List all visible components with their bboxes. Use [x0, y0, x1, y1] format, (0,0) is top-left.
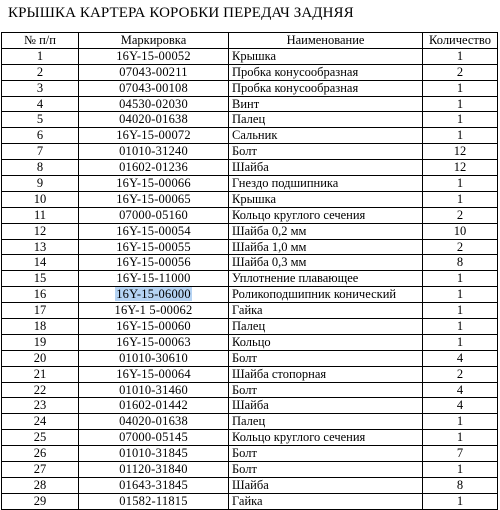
row-quantity: 1: [423, 128, 498, 144]
row-name: Шайба: [229, 160, 423, 176]
row-name: Кольцо круглого сечения: [229, 430, 423, 446]
row-number: 28: [2, 477, 79, 493]
row-quantity: 1: [423, 334, 498, 350]
table-row: [2, 48, 498, 64]
row-number: 4: [2, 96, 79, 112]
row-number: 18: [2, 319, 79, 335]
row-number: 14: [2, 255, 79, 271]
row-quantity: 2: [423, 64, 498, 80]
row-name: Уплотнение плавающее: [229, 271, 423, 287]
row-marking: 16Y-15-00052: [79, 48, 229, 64]
row-marking: 07000-05145: [79, 430, 229, 446]
row-number: 25: [2, 430, 79, 446]
row-number: 9: [2, 176, 79, 192]
table-row: [2, 366, 498, 382]
document-title: КРЫШКА КАРТЕРА КОРОБКИ ПЕРЕДАЧ ЗАДНЯЯ: [8, 5, 354, 21]
row-name: Гайка: [229, 493, 423, 509]
table-row: [2, 493, 498, 509]
row-number: 27: [2, 462, 79, 478]
row-marking: 16Y-15-00056: [79, 255, 229, 271]
table-row: [2, 255, 498, 271]
header-quantity: Количество: [423, 33, 498, 49]
header-marking: Маркировка: [79, 33, 229, 49]
row-quantity: 2: [423, 366, 498, 382]
header-number: № п/п: [2, 33, 79, 49]
row-name: Палец: [229, 414, 423, 430]
row-quantity: 8: [423, 255, 498, 271]
parts-table-header: [2, 33, 498, 49]
row-name: Крышка: [229, 191, 423, 207]
table-row: [2, 287, 498, 303]
table-row: [2, 239, 498, 255]
row-name: Шайба 0,3 мм: [229, 255, 423, 271]
parts-table-body: [2, 48, 498, 509]
row-quantity: 4: [423, 350, 498, 366]
row-marking: 01010-31240: [79, 144, 229, 160]
row-number: 13: [2, 239, 79, 255]
row-number: 7: [2, 144, 79, 160]
row-quantity: 10: [423, 223, 498, 239]
table-row: [2, 446, 498, 462]
row-quantity: 1: [423, 96, 498, 112]
row-name: Гайка: [229, 303, 423, 319]
row-marking: 16Y-15-00063: [79, 334, 229, 350]
table-row: [2, 334, 498, 350]
row-marking: 01010-30610: [79, 350, 229, 366]
row-marking: 16Y-15-00072: [79, 128, 229, 144]
row-quantity: 1: [423, 176, 498, 192]
row-marking: 01120-31840: [79, 462, 229, 478]
row-name: Кольцо круглого сечения: [229, 207, 423, 223]
row-number: 23: [2, 398, 79, 414]
row-name: Болт: [229, 144, 423, 160]
table-row: [2, 414, 498, 430]
row-name: Крышка: [229, 48, 423, 64]
row-marking: 04020-01638: [79, 112, 229, 128]
row-quantity: 1: [423, 493, 498, 509]
row-quantity: 1: [423, 287, 498, 303]
row-quantity: 1: [423, 112, 498, 128]
row-number: 15: [2, 271, 79, 287]
row-number: 19: [2, 334, 79, 350]
row-marking: [79, 287, 229, 303]
row-number: 10: [2, 191, 79, 207]
row-name: Болт: [229, 446, 423, 462]
row-name: Пробка конусообразная: [229, 80, 423, 96]
table-row: [2, 80, 498, 96]
row-name: Шайба 1,0 мм: [229, 239, 423, 255]
row-quantity: 1: [423, 462, 498, 478]
table-row: [2, 191, 498, 207]
table-row: [2, 477, 498, 493]
row-quantity: 1: [423, 414, 498, 430]
row-quantity: 4: [423, 382, 498, 398]
row-quantity: 7: [423, 446, 498, 462]
row-marking: 16Y-1 5-00062: [79, 303, 229, 319]
row-quantity: 4: [423, 398, 498, 414]
row-quantity: 1: [423, 430, 498, 446]
table-row: [2, 350, 498, 366]
row-name: Болт: [229, 382, 423, 398]
row-marking: 16Y-15-11000: [79, 271, 229, 287]
row-marking: 04530-02030: [79, 96, 229, 112]
row-marking: 16Y-15-00065: [79, 191, 229, 207]
row-name: Болт: [229, 350, 423, 366]
row-marking: 16Y-15-00066: [79, 176, 229, 192]
row-number: 6: [2, 128, 79, 144]
row-quantity: 12: [423, 144, 498, 160]
row-number: 2: [2, 64, 79, 80]
table-row: [2, 112, 498, 128]
table-row: [2, 398, 498, 414]
row-quantity: 1: [423, 271, 498, 287]
table-row: [2, 96, 498, 112]
row-name: Пробка конусообразная: [229, 64, 423, 80]
row-number: 5: [2, 112, 79, 128]
row-name: Гнездо подшипника: [229, 176, 423, 192]
row-number: 24: [2, 414, 79, 430]
row-number: 11: [2, 207, 79, 223]
row-quantity: 12: [423, 160, 498, 176]
row-quantity: 1: [423, 319, 498, 335]
row-number: 29: [2, 493, 79, 509]
row-quantity: 8: [423, 477, 498, 493]
row-number: 3: [2, 80, 79, 96]
row-marking: 04020-01638: [79, 414, 229, 430]
table-row: [2, 160, 498, 176]
table-row: [2, 303, 498, 319]
table-row: [2, 176, 498, 192]
row-marking: 01602-01236: [79, 160, 229, 176]
row-name: Шайба стопорная: [229, 366, 423, 382]
row-name: Болт: [229, 462, 423, 478]
row-name: Роликоподшипник конический: [229, 287, 423, 303]
row-marking: 16Y-15-00055: [79, 239, 229, 255]
row-name: Палец: [229, 112, 423, 128]
row-marking: 07043-00108: [79, 80, 229, 96]
row-marking: 01602-01442: [79, 398, 229, 414]
row-number: 12: [2, 223, 79, 239]
row-name: Сальник: [229, 128, 423, 144]
table-row: [2, 319, 498, 335]
row-quantity: 1: [423, 48, 498, 64]
row-marking: 16Y-15-00064: [79, 366, 229, 382]
row-marking: 07043-00211: [79, 64, 229, 80]
header-row: [2, 33, 498, 49]
row-name: Винт: [229, 96, 423, 112]
row-number: 21: [2, 366, 79, 382]
header-name: Наименование: [229, 33, 423, 49]
table-row: [2, 144, 498, 160]
row-number: 1: [2, 48, 79, 64]
table-row: [2, 430, 498, 446]
row-name: Кольцо: [229, 334, 423, 350]
selected-marking-text[interactable]: 16Y-15-06000: [116, 287, 191, 302]
parts-table: [1, 32, 498, 510]
table-row: [2, 207, 498, 223]
table-row: [2, 271, 498, 287]
row-name: Шайба: [229, 398, 423, 414]
row-quantity: 2: [423, 207, 498, 223]
table-row: [2, 64, 498, 80]
table-row: [2, 382, 498, 398]
row-number: 20: [2, 350, 79, 366]
row-number: 16: [2, 287, 79, 303]
row-quantity: 1: [423, 191, 498, 207]
row-quantity: 1: [423, 80, 498, 96]
row-marking: 16Y-15-00054: [79, 223, 229, 239]
row-number: 8: [2, 160, 79, 176]
row-marking: 01010-31460: [79, 382, 229, 398]
row-marking: 01582-11815: [79, 493, 229, 509]
row-number: 26: [2, 446, 79, 462]
row-marking: 16Y-15-00060: [79, 319, 229, 335]
row-marking: 01010-31845: [79, 446, 229, 462]
table-row: [2, 462, 498, 478]
row-quantity: 1: [423, 303, 498, 319]
table-row: [2, 223, 498, 239]
row-name: Палец: [229, 319, 423, 335]
table-row: [2, 128, 498, 144]
row-number: 22: [2, 382, 79, 398]
row-name: Шайба 0,2 мм: [229, 223, 423, 239]
row-quantity: 2: [423, 239, 498, 255]
row-name: Шайба: [229, 477, 423, 493]
row-marking: 07000-05160: [79, 207, 229, 223]
row-number: 17: [2, 303, 79, 319]
row-marking: 01643-31845: [79, 477, 229, 493]
